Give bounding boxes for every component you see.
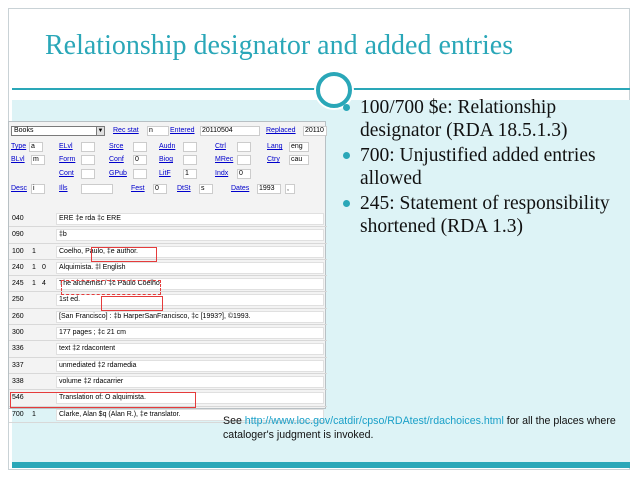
- field-tag: 338: [12, 377, 24, 385]
- fixed-field-label[interactable]: Type: [11, 143, 27, 150]
- fixed-field-value[interactable]: [133, 142, 147, 152]
- field-row: [9, 309, 327, 325]
- fixed-field-value[interactable]: 0: [153, 184, 167, 194]
- fixed-field-value[interactable]: [81, 184, 113, 194]
- fixed-field-label[interactable]: Ctry: [267, 156, 280, 163]
- title-divider-right: [352, 88, 630, 90]
- fixed-field-value[interactable]: [237, 142, 251, 152]
- fixed-field-value[interactable]: eng: [289, 142, 309, 152]
- fixed-field-value[interactable]: 0: [133, 155, 147, 165]
- fixed-field-label[interactable]: Form: [59, 156, 76, 163]
- field-content[interactable]: Alquimista. ‡l English: [56, 262, 324, 274]
- fixed-field-value[interactable]: 0: [237, 169, 251, 179]
- title-divider-left: [12, 88, 318, 90]
- bullet-item: 700: Unjustified added entries allowed: [343, 144, 628, 190]
- field-content[interactable]: unmediated ‡2 rdamedia: [56, 360, 324, 372]
- fixed-field-label[interactable]: Entered: [170, 127, 195, 134]
- field-tag: 090: [12, 231, 24, 239]
- fixed-field-value[interactable]: [133, 169, 147, 179]
- fixed-field-row-5: [9, 184, 327, 196]
- field-indicator-1: 1: [32, 280, 36, 288]
- fixed-field-value[interactable]: i: [31, 184, 45, 194]
- fixed-field-value[interactable]: s: [199, 184, 213, 194]
- highlight-box-700: [10, 392, 196, 408]
- fixed-field-value[interactable]: [237, 155, 251, 165]
- fixed-field-value[interactable]: 1993: [257, 184, 281, 194]
- fixed-field-value[interactable]: 20110504: [200, 126, 260, 136]
- field-tag: 336: [12, 345, 24, 353]
- fixed-field-label[interactable]: Rec stat: [113, 127, 139, 134]
- fixed-field-row-2: [9, 142, 327, 154]
- fixed-field-label[interactable]: Audn: [159, 143, 176, 150]
- field-tag: 040: [12, 215, 24, 222]
- fixed-field-value[interactable]: [81, 169, 95, 179]
- field-row: [9, 276, 327, 292]
- fixed-field-row-4: [9, 169, 327, 181]
- field-content[interactable]: Coelho, Paulo, ‡e author.: [56, 246, 324, 258]
- field-row: [9, 227, 327, 243]
- field-content[interactable]: ERE ‡e rda ‡c ERE: [56, 213, 324, 225]
- fixed-field-label[interactable]: Fest: [131, 185, 145, 192]
- highlight-box-245-c: [101, 296, 163, 311]
- fixed-field-label[interactable]: Biog: [159, 156, 174, 163]
- highlight-box-100-e: [91, 247, 157, 262]
- field-content[interactable]: text ‡2 rdacontent: [56, 343, 324, 355]
- field-row: [9, 260, 327, 276]
- field-tag: 240: [12, 263, 24, 271]
- fixed-field-value[interactable]: m: [31, 155, 45, 165]
- field-tag: 300: [12, 329, 24, 337]
- field-indicator-1: 1: [32, 410, 36, 418]
- fixed-field-label[interactable]: MRec: [215, 156, 234, 163]
- fixed-field-value[interactable]: cau: [289, 155, 309, 165]
- field-tag: 260: [12, 312, 24, 320]
- field-row: [9, 358, 327, 374]
- rdachoices-link[interactable]: http://www.loc.gov/catdir/cpso/RDAtest/rdachoices.html: [244, 415, 504, 427]
- format-select-value: Books: [14, 127, 34, 134]
- field-tag: 337: [12, 361, 24, 369]
- field-tag: 100: [12, 247, 24, 255]
- fixed-field-value[interactable]: n: [147, 126, 169, 136]
- field-content[interactable]: Clarke, Alan $q (Alan R.), ‡e translator.: [56, 409, 324, 421]
- fixed-field-label[interactable]: Ctrl: [215, 143, 226, 150]
- fixed-field-value[interactable]: [183, 155, 197, 165]
- bottom-accent-band: [12, 462, 630, 468]
- bullet-item: 245: Statement of responsibility shortened (RDA 1.3): [343, 192, 628, 238]
- fixed-field-label[interactable]: Ills: [59, 185, 68, 192]
- fixed-field-label[interactable]: ELvl: [59, 143, 73, 150]
- field-row: [9, 341, 327, 357]
- marc-record-screenshot: [8, 121, 326, 418]
- field-row: [9, 211, 327, 227]
- fixed-field-label[interactable]: Dates: [231, 185, 250, 192]
- fixed-field-label[interactable]: Conf: [109, 156, 124, 163]
- fixed-field-label[interactable]: GPub: [109, 170, 127, 177]
- field-indicator-1: 1: [32, 247, 36, 255]
- footnote: [223, 414, 627, 442]
- fixed-field-row-3: [9, 155, 327, 167]
- fixed-field-label[interactable]: Indx: [215, 170, 229, 177]
- slide-title: Relationship designator and added entries: [45, 30, 514, 61]
- fixed-field-value[interactable]: [81, 142, 95, 152]
- fixed-field-label[interactable]: Desc: [11, 185, 27, 192]
- fixed-field-label[interactable]: Replaced: [266, 127, 296, 134]
- field-tag: 250: [12, 296, 24, 304]
- field-row: [9, 244, 327, 260]
- highlight-box-240: [61, 280, 161, 295]
- footnote-suffix: for all the places where cataloger's judgment is invoked.: [223, 415, 616, 441]
- fixed-field-row-1: [9, 126, 327, 138]
- field-row: [9, 325, 327, 341]
- fixed-field-value[interactable]: 20110: [303, 126, 327, 136]
- fixed-field-value[interactable]: a: [29, 142, 43, 152]
- footnote-prefix: See: [223, 415, 245, 427]
- field-content[interactable]: The alchemist / ‡c Paulo Coelho.: [56, 278, 324, 290]
- field-indicator-1: 1: [32, 263, 36, 271]
- field-content[interactable]: Translation of: O alquimista.: [56, 392, 324, 404]
- fixed-field-value[interactable]: 1: [183, 169, 197, 179]
- field-content[interactable]: 1st ed.: [56, 294, 324, 306]
- fixed-field-label[interactable]: DtSt: [177, 185, 191, 192]
- fixed-field-value[interactable]: [81, 155, 95, 165]
- fixed-field-label[interactable]: Srce: [109, 143, 124, 150]
- field-indicator-2: 4: [42, 280, 46, 288]
- fixed-field-value[interactable]: [183, 142, 197, 152]
- chevron-down-icon: ▼: [97, 128, 104, 134]
- bullet-list: [343, 96, 628, 240]
- field-row: [9, 292, 327, 308]
- fixed-field-value[interactable]: ,: [285, 184, 295, 194]
- field-tag: 546: [12, 394, 24, 402]
- fixed-field-label[interactable]: LitF: [159, 170, 171, 177]
- field-row: [9, 374, 327, 390]
- fixed-field-label[interactable]: Lang: [267, 143, 283, 150]
- bullet-item: 100/700 $e: Relationship designator (RDA 18.5.1.3): [343, 96, 628, 142]
- field-tag: 700: [12, 410, 24, 418]
- field-content[interactable]: [San Francisco] : ‡b HarperSanFrancisco, ‡c [1993?], ©1993.: [56, 311, 324, 323]
- fixed-field-label[interactable]: BLvl: [11, 156, 25, 163]
- field-tag: 245: [12, 280, 24, 288]
- field-content[interactable]: 177 pages ; ‡c 21 cm: [56, 327, 324, 339]
- field-indicator-2: 0: [42, 263, 46, 271]
- field-content[interactable]: ‡b: [56, 229, 324, 241]
- field-content[interactable]: volume ‡2 rdacarrier: [56, 376, 324, 388]
- fixed-field-label[interactable]: Cont: [59, 170, 74, 177]
